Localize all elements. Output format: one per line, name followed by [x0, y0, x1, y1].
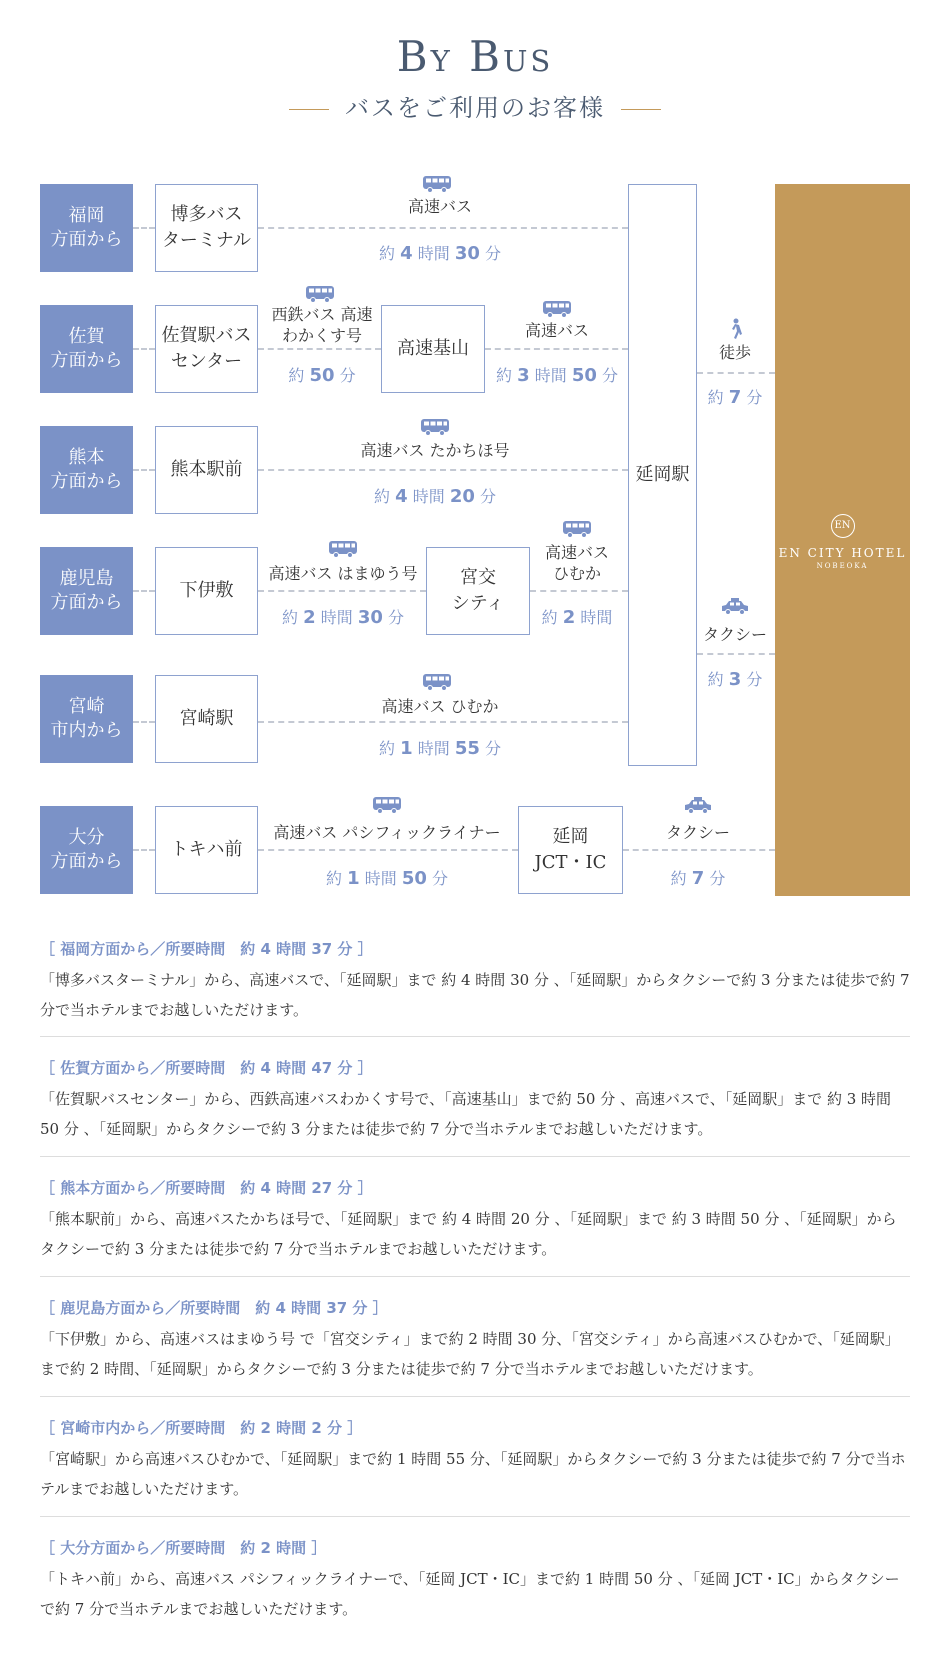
hotel-location: NOBEOKA: [816, 562, 869, 570]
route-description-text: 「熊本駅前」から、高速バスたかちほ号で、「延岡駅」まで 約 4 時間 20 分 、「延岡駅」まで 約 3 時間 50 分 、「延岡駅」からタクシーで約 3 分または徒歩で約 7 分で当ホテルまでお越しいただけます。: [40, 1210, 897, 1258]
route-description-fukuoka: [40, 938, 910, 1025]
taxi-icon: [683, 797, 713, 815]
stop-kosoku-kiyama: 高速基山: [381, 305, 485, 393]
route-description-heading: ［ 福岡方面から／所要時間 約 4 時間 37 分 ］: [40, 940, 373, 958]
origin-oita: 大分 方面から: [40, 806, 133, 894]
route-description-text: 「佐賀駅バスセンター」から、西鉄高速バスわかくす号で、「高速基山」まで約 50 分 、高速バスで、「延岡駅」まで 約 3 時間 50 分 、「延岡駅」からタクシーで約 3 分または徒歩で約 7 分で当ホテルまでお越しいただけます。: [40, 1090, 892, 1138]
bus-icon: [420, 418, 450, 436]
subtitle-right-line: [621, 109, 661, 110]
connector-line: [258, 227, 628, 229]
stop-shimoishiki: 下伊敷: [155, 547, 258, 635]
subtitle-left-line: [289, 109, 329, 110]
stop-hakata-bus-terminal: 博多バス ターミナル: [155, 184, 258, 272]
connector-line: [697, 653, 775, 655]
hotel-logo-mark: EN: [831, 514, 855, 538]
walking-person-icon: [727, 318, 743, 340]
route-label-oita-1: 高速バス パシフィックライナー: [273, 823, 501, 842]
duration-fukuoka: 約 4 時間 30 分: [378, 243, 502, 264]
divider: [40, 1036, 910, 1037]
route-label-kagoshima-1: 高速バス はまゆう号: [268, 564, 418, 583]
origin-miyazaki: 宮崎 市内から: [40, 675, 133, 763]
stop-tokiwa-mae: トキハ前: [155, 806, 258, 894]
route-label-saga-1: 西鉄バス 高速 わかくす号: [271, 305, 373, 345]
route-label-kagoshima-2: 高速バス ひむか: [544, 543, 610, 583]
bus-icon: [328, 540, 358, 558]
stop-miyako-city: 宮交 シティ: [426, 547, 530, 635]
route-description-text: 「博多バスターミナル」から、高速バスで、「延岡駅」まで 約 4 時間 30 分 、「延岡駅」からタクシーで約 3 分または徒歩で約 7 分で当ホテルまでお越しいただけます。: [40, 971, 910, 1019]
route-description-heading: ［ 鹿児島方面から／所要時間 約 4 時間 37 分 ］: [40, 1299, 388, 1317]
route-label-taxi: タクシー: [702, 625, 768, 644]
route-description-heading: ［ 大分方面から／所要時間 約 2 時間 ］: [40, 1539, 327, 1557]
divider: [40, 1396, 910, 1397]
connector-line: [133, 469, 155, 471]
route-label-miyazaki: 高速バス ひむか: [381, 697, 499, 716]
bus-icon: [422, 673, 452, 691]
route-label-walk: 徒歩: [718, 343, 752, 362]
connector-line: [258, 721, 628, 723]
route-label-saga-2: 高速バス: [524, 321, 590, 340]
route-label-oita-2: タクシー: [665, 823, 731, 842]
route-description-saga: [40, 1057, 910, 1144]
duration-oita-1: 約 1 時間 50 分: [325, 868, 449, 889]
hotel-logo: [775, 514, 910, 570]
duration-saga-2: 約 3 時間 50 分: [495, 365, 619, 386]
route-description-text: 「下伊敷」から、高速バスはまゆう号 で「宮交シティ」まで約 2 時間 30 分、「宮交シティ」から高速バスひむかで、「延岡駅」まで約 2 時間、「延岡駅」からタクシーで約 3 分または徒歩で約 7 分で当ホテルまでお越しいただけます。: [40, 1330, 900, 1378]
divider: [40, 1276, 910, 1277]
page-title: By Bus: [396, 32, 554, 81]
origin-kumamoto: 熊本 方面から: [40, 426, 133, 514]
route-description-miyazaki: [40, 1417, 910, 1504]
duration-oita-2: 約 7 分: [670, 868, 726, 889]
duration-walk: 約 7 分: [707, 387, 763, 408]
route-description-text: 「トキハ前」から、高速バス パシフィックライナーで、「延岡 JCT・IC」まで約 1 時間 50 分 、「延岡 JCT・IC」からタクシーで約 7 分で当ホテルまでお越しいただけます。: [40, 1570, 900, 1618]
connector-line: [697, 372, 775, 374]
bus-icon: [372, 796, 402, 814]
route-description-kagoshima: [40, 1297, 910, 1384]
subtitle-text: バスをご利用のお客様: [345, 94, 605, 122]
route-description-text: 「宮崎駅」から高速バスひむかで、「延岡駅」まで約 1 時間 55 分、「延岡駅」からタクシーで約 3 分または徒歩で約 7 分で当ホテルまでお越しいただけます。: [40, 1450, 906, 1498]
route-description-kumamoto: [40, 1177, 910, 1264]
connector-line: [258, 590, 426, 592]
stop-kumamoto-station: 熊本駅前: [155, 426, 258, 514]
hotel-block: [775, 184, 910, 896]
connector-line: [258, 849, 518, 851]
connector-line: [133, 348, 155, 350]
bus-icon: [542, 300, 572, 318]
bus-icon: [305, 285, 335, 303]
connector-line: [133, 227, 155, 229]
divider: [40, 1156, 910, 1157]
taxi-icon: [720, 598, 750, 616]
page-subtitle: [0, 88, 950, 123]
route-description-oita: [40, 1537, 910, 1624]
connector-line: [133, 721, 155, 723]
route-label-fukuoka: 高速バス: [407, 197, 473, 216]
connector-line: [258, 348, 381, 350]
stop-miyazaki-station: 宮崎駅: [155, 675, 258, 763]
connector-line: [258, 469, 628, 471]
connector-line: [133, 590, 155, 592]
route-label-kumamoto: 高速バス たかちほ号: [360, 441, 510, 460]
origin-fukuoka: 福岡 方面から: [40, 184, 133, 272]
duration-kagoshima-2: 約 2 時間: [541, 607, 613, 628]
stop-nobeoka-station: 延岡駅: [628, 184, 697, 766]
origin-saga: 佐賀 方面から: [40, 305, 133, 393]
divider: [40, 1516, 910, 1517]
stop-nobeoka-jct: 延岡 JCT・IC: [518, 806, 623, 894]
route-description-heading: ［ 熊本方面から／所要時間 約 4 時間 27 分 ］: [40, 1179, 373, 1197]
duration-saga-1: 約 50 分: [288, 365, 356, 386]
route-description-heading: ［ 佐賀方面から／所要時間 約 4 時間 47 分 ］: [40, 1059, 373, 1077]
connector-line: [530, 590, 628, 592]
connector-line: [133, 849, 155, 851]
hotel-name: EN CITY HOTEL: [778, 546, 907, 560]
duration-taxi: 約 3 分: [707, 669, 763, 690]
bus-icon: [422, 175, 452, 193]
origin-kagoshima: 鹿児島 方面から: [40, 547, 133, 635]
duration-kagoshima-1: 約 2 時間 30 分: [281, 607, 405, 628]
route-description-heading: ［ 宮崎市内から／所要時間 約 2 時間 2 分 ］: [40, 1419, 363, 1437]
duration-kumamoto: 約 4 時間 20 分: [373, 486, 497, 507]
connector-line: [623, 849, 775, 851]
stop-saga-bus-center: 佐賀駅バス センター: [155, 305, 258, 393]
bus-icon: [562, 520, 592, 538]
connector-line: [485, 348, 628, 350]
duration-miyazaki: 約 1 時間 55 分: [378, 738, 502, 759]
